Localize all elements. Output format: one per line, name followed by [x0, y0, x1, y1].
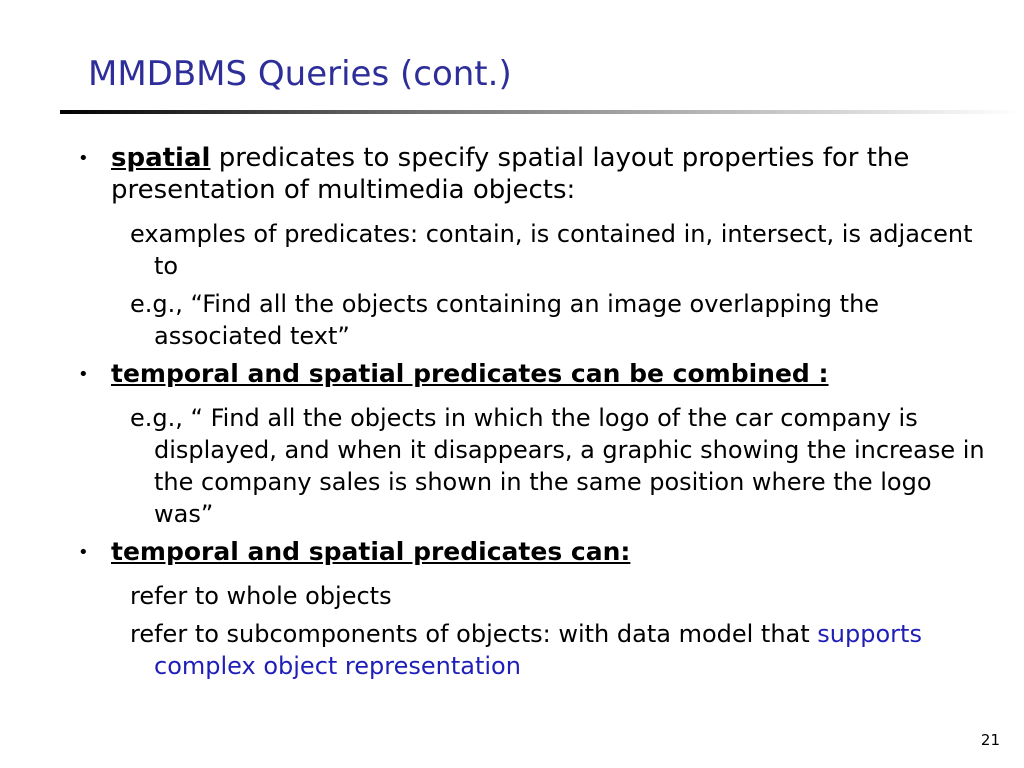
- bullet-item-spatial: [78, 142, 998, 206]
- subitem-combined-example: e.g., “ Find all the objects in which the logo of the car company is displayed, and when it disappears, a graphic showing the increase in the company sales is shown in the same position where the logo was”: [130, 404, 985, 528]
- subitem-example-query: e.g., “Find all the objects containing an image overlapping the associated text”: [130, 290, 880, 350]
- subitem-examples: examples of predicates: contain, is contained in, intersect, is adjacent to: [130, 220, 973, 280]
- slide-content: [78, 142, 998, 688]
- bullet-dot-icon: •: [78, 364, 89, 385]
- bullet-keyword-spatial: spatial: [111, 143, 211, 173]
- subitem-subcomponents: [130, 618, 998, 682]
- page-number: 21: [980, 731, 1000, 749]
- subitem-subcomponents-text: refer to subcomponents of objects: with data model that: [130, 620, 818, 648]
- bullet-item-combined: [78, 358, 998, 390]
- bullet-dot-icon: •: [78, 148, 89, 169]
- slide-title: MMDBMS Queries (cont.): [88, 54, 512, 94]
- bullet-heading-combined: temporal and spatial predicates can be combined :: [111, 359, 829, 388]
- title-underline-rule: [60, 110, 1020, 114]
- bullet-heading-can: temporal and spatial predicates can:: [111, 537, 631, 566]
- subitem-highlight-text: supports complex object representation: [154, 620, 922, 680]
- bullet-dot-icon: •: [78, 542, 89, 563]
- bullet-text: predicates to specify spatial layout properties for the presentation of multimedia objects:: [111, 143, 910, 205]
- bullet-item-can: [78, 536, 998, 568]
- subitem-whole-objects: refer to whole objects: [130, 582, 392, 610]
